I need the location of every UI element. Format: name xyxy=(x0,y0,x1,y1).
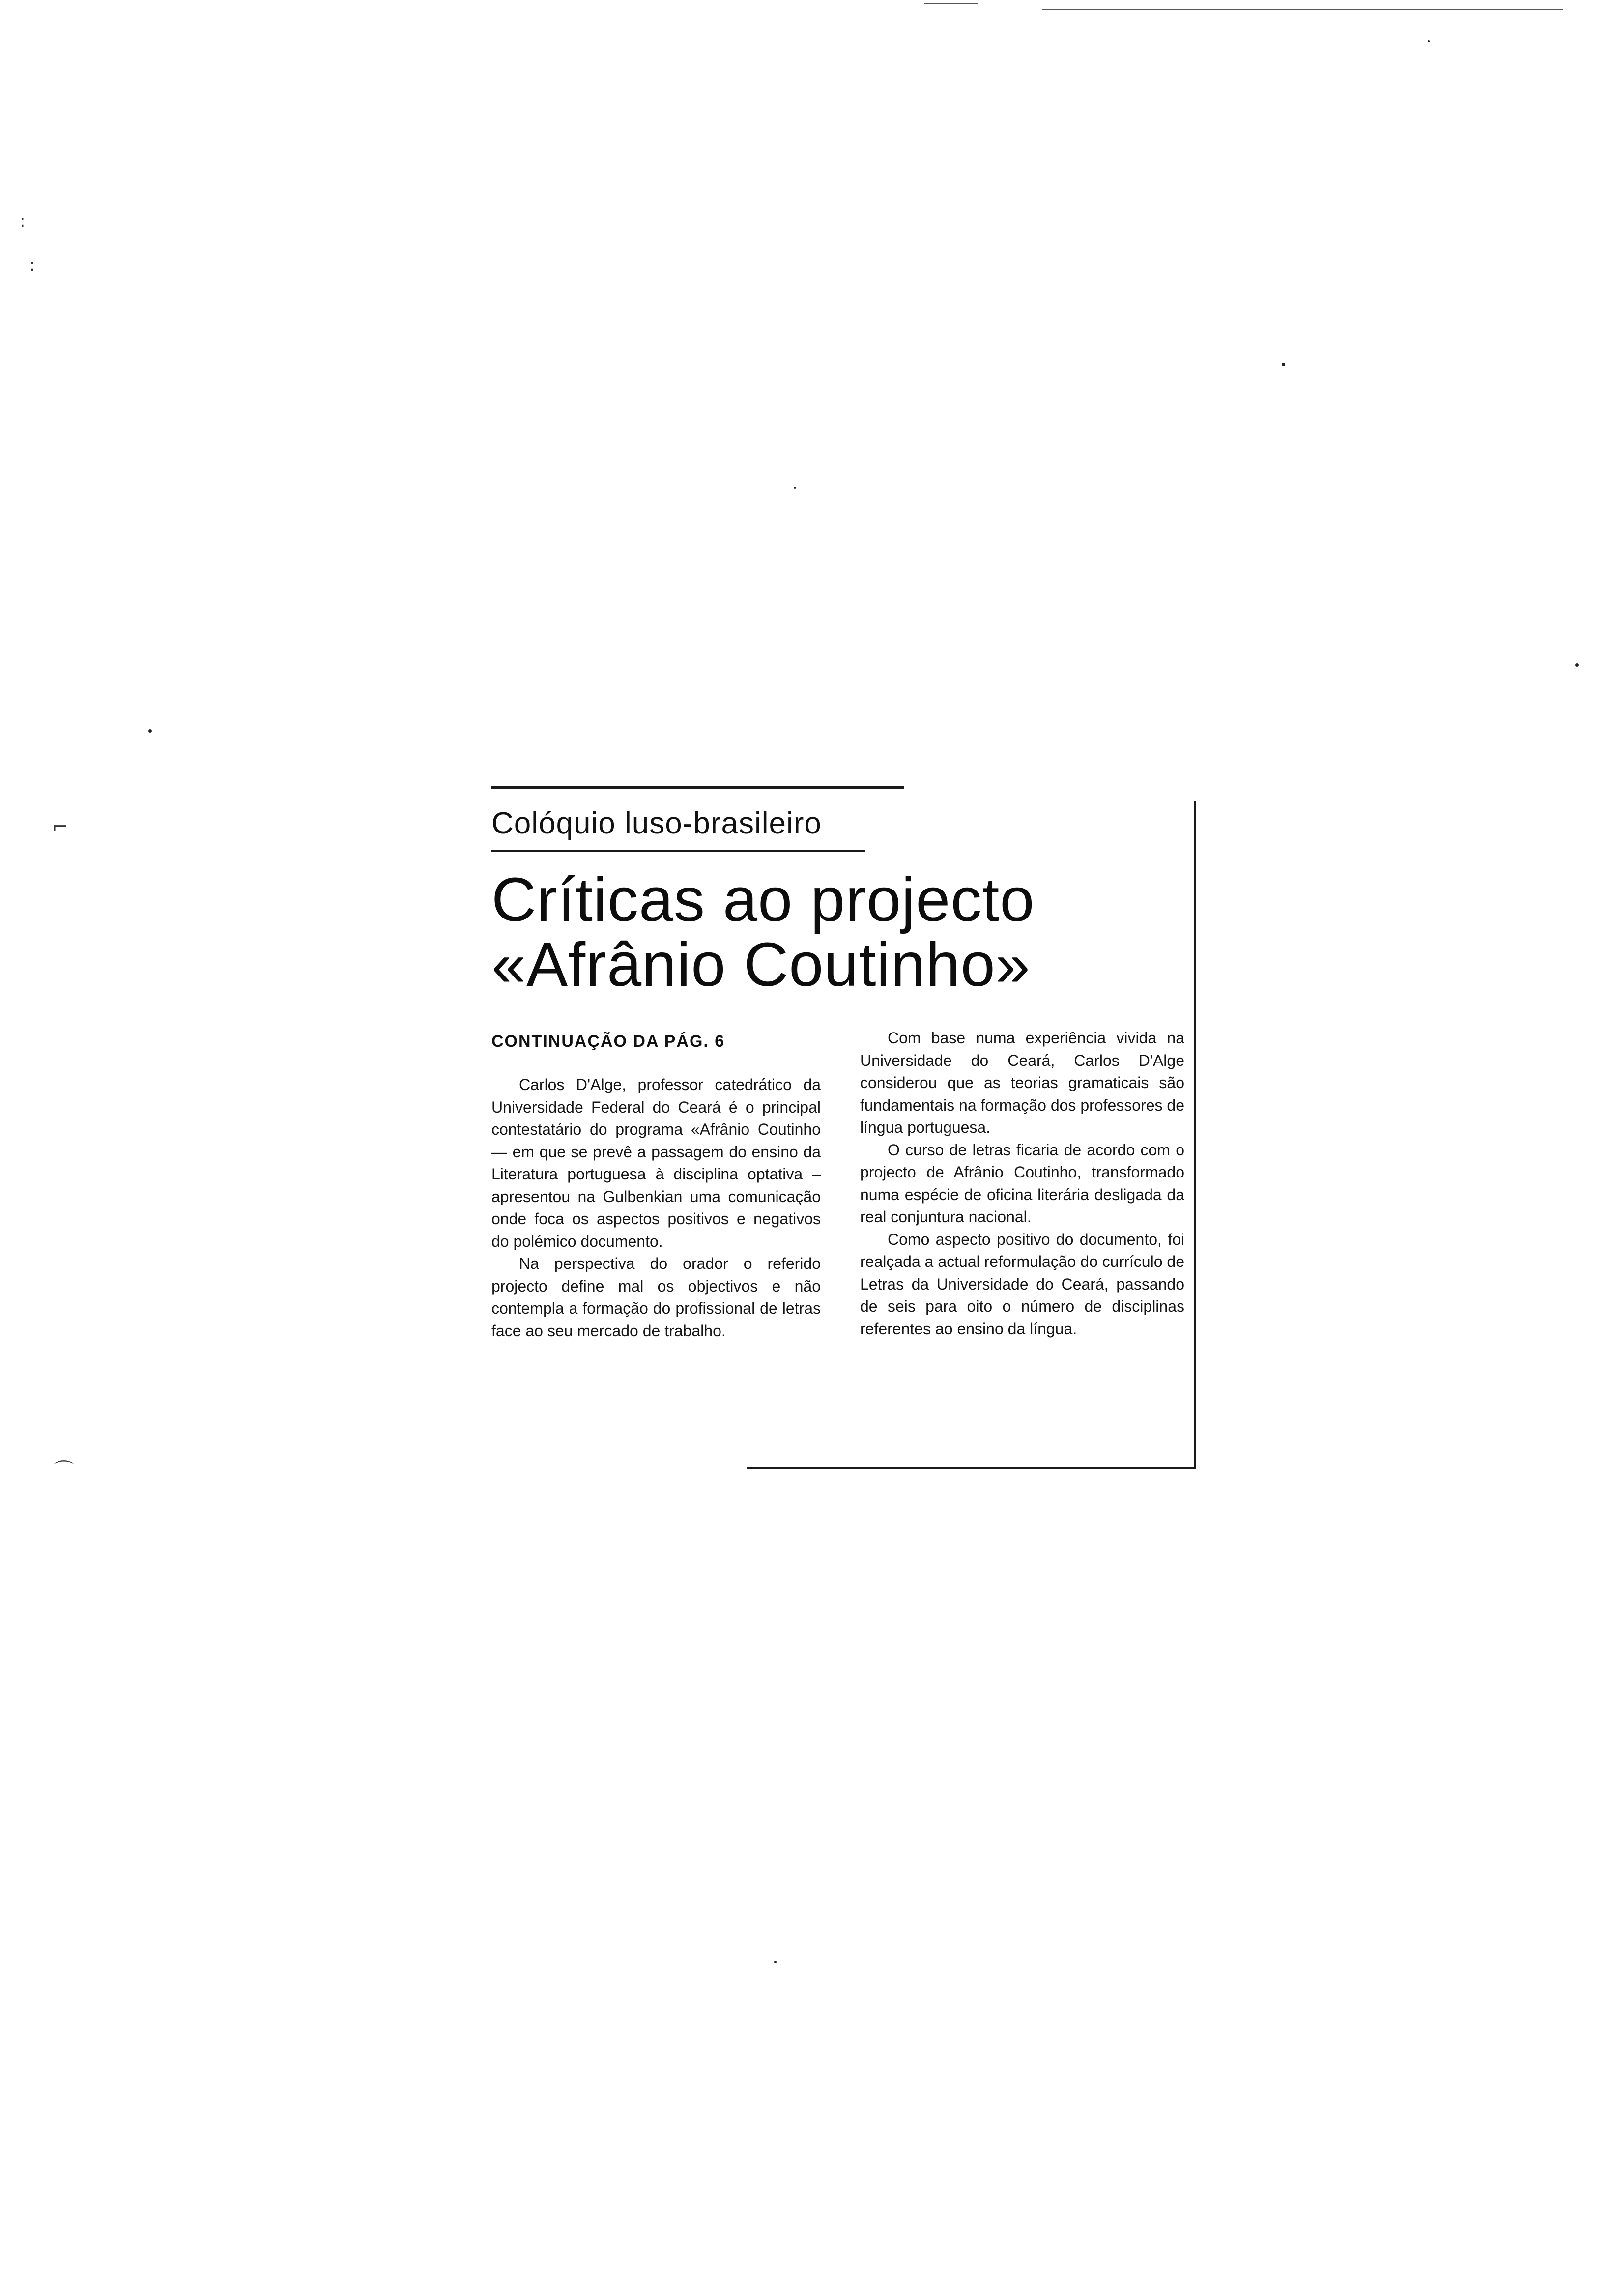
scan-mark: ⌐ xyxy=(52,816,68,838)
headline xyxy=(491,867,1130,997)
scan-speck xyxy=(148,729,152,733)
paragraph: Na perspectiva do orador o referido projecto define mal os objectivos e não contempla a formação do profissional de letras face ao seu mercado de trabalho. xyxy=(491,1255,821,1340)
kicker-underline xyxy=(491,850,865,852)
top-rule xyxy=(491,786,904,789)
scan-speck xyxy=(1428,40,1430,42)
continuation-note: CONTINUAÇÃO DA PÁG. 6 xyxy=(491,1032,725,1051)
paragraph: Carlos D'Alge, professor catedrático da Universidade Federal do Ceará é o principal contestatário do programa «Afrânio Coutinho — em que se prevê a passagem do ensino da Literatura portuguesa à disciplina optativa – apresentou na Gulbenkian uma comunicação onde foca os aspectos positivos e negativos do polémico documento. xyxy=(491,1076,821,1250)
scan-edge-line xyxy=(924,3,978,4)
headline-line-1: Críticas ao projecto xyxy=(491,865,1035,934)
right-border xyxy=(1194,801,1196,1467)
scan-speck xyxy=(1282,363,1285,366)
scan-mark: : xyxy=(20,211,26,231)
paragraph: O curso de letras ficaria de acordo com o projecto de Afrânio Coutinho, transformado numa espécie de oficina literária desligada da real conjuntura nacional. xyxy=(860,1141,1184,1226)
paragraph: Como aspecto positivo do documento, foi realçada a actual reformulação do currículo de Letras da Universidade do Ceará, passando de seis para oito o número de disciplinas referentes ao ensino da língua. xyxy=(860,1230,1184,1338)
scan-mark: : xyxy=(29,256,35,275)
headline-line-2: «Afrânio Coutinho» xyxy=(491,930,1031,999)
article-column-right xyxy=(860,1027,1184,1340)
scan-speck xyxy=(794,487,796,489)
scan-speck xyxy=(774,1961,777,1963)
scan-edge-line xyxy=(1042,9,1563,10)
paragraph: Com base numa experiência vivida na Universidade do Ceará, Carlos D'Alge considerou que as teorias gramaticais são fundamentais na formação dos professores de língua portuguesa. xyxy=(860,1029,1184,1136)
scan-speck xyxy=(1575,663,1579,667)
article-column-left xyxy=(491,1074,821,1342)
scan-mark: ⌒ xyxy=(54,1459,74,1482)
bottom-border xyxy=(747,1467,1196,1469)
kicker: Colóquio luso-brasileiro xyxy=(491,806,822,840)
newspaper-clipping xyxy=(482,786,1199,1474)
